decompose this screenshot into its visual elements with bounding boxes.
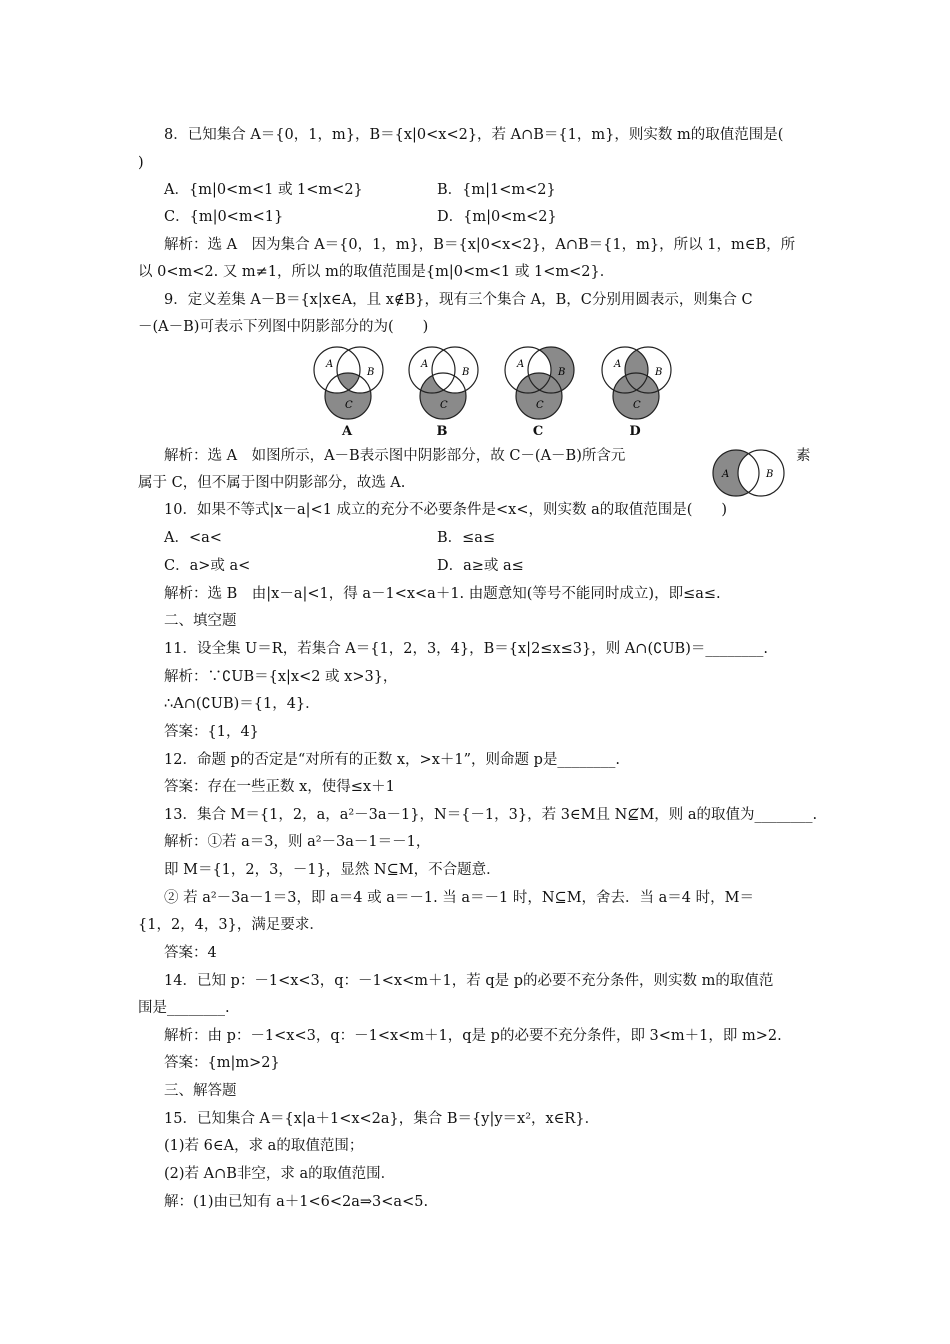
inline-label-a: A <box>722 469 730 480</box>
q13-answer: 答案：4 <box>164 945 217 961</box>
venn-a-label-a: A <box>326 359 334 370</box>
venn-c-label-a: A <box>517 359 525 370</box>
q14-stem-line1: 14．已知 p：－1<x<3，q：－1<x<m＋1，若 q是 p的必要不充分条件，则实数 m的取值范 <box>164 973 774 989</box>
q15-stem: 15．已知集合 A＝{x|a＋1<x<2a}，集合 B＝{y|y＝x²，x∈R}． <box>164 1111 600 1127</box>
q10-solution: 解析：选 B 由|x－a|<1，得 a－1<x<a＋1. 由题意知(等号不能同时成立)，即≤a≤. <box>164 586 721 602</box>
q10-option-b: B．≤a≤ <box>437 530 496 546</box>
q8-stem-line2: ) <box>138 155 144 171</box>
q14-stem-line2: 围是________. <box>138 1000 230 1016</box>
q13-solution-line1: 解析：①若 a＝3，则 a²－3a－1＝－1， <box>164 834 431 850</box>
q13-solution-line3: ② 若 a²－3a－1＝3，即 a＝4 或 a＝－1. 当 a＝－1 时，N⊆M，舍去．当 a＝4 时，M＝ <box>164 890 754 906</box>
q13-stem: 13．集合 M＝{1，2，a，a²－3a－1}，N＝{－1，3}，若 3∈M且 N⊈M，则 a的取值为________. <box>164 807 818 823</box>
q8-stem-line1: 8．已知集合 A＝{0，1，m}，B＝{x|0<x<2}，若 A∩B＝{1，m}，则实数 m的取值范围是( <box>164 127 784 143</box>
q11-solution-line2: ∴A∩(∁UB)＝{1，4}． <box>164 696 320 712</box>
q8-option-a: A．{m|0<m<1 或 1<m<2} <box>164 182 363 198</box>
q9-solution-tail: 素 <box>796 448 811 464</box>
venn-option-d <box>600 345 676 425</box>
q14-solution: 解析：由 p：－1<x<3，q：－1<x<m＋1，q是 p的必要不充分条件，即 3<m＋1，即 m>2. <box>164 1028 782 1044</box>
venn-caption-d: D <box>629 424 641 439</box>
q11-stem: 11．设全集 U＝R，若集合 A＝{1，2，3，4}，B＝{x|2≤x≤3}，则 A∩(∁UB)＝________. <box>164 641 768 657</box>
venn-b-label-a: A <box>421 359 429 370</box>
venn-caption-b: B <box>436 424 448 439</box>
q8-option-b: B．{m|1<m<2} <box>437 182 556 198</box>
venn-d-label-b: B <box>655 367 663 378</box>
q9-solution-line1: 解析：选 A 如图所示，A－B表示图中阴影部分，故 C－(A－B)所含元 <box>164 448 626 464</box>
section-solution-heading: 三、解答题 <box>164 1083 237 1099</box>
q15-solution: 解：(1)由已知有 a＋1<6<2a⇒3<a<5. <box>164 1194 429 1210</box>
q8-option-c: C．{m|0<m<1} <box>164 209 284 225</box>
q13-solution-line4: {1，2，4，3}，满足要求． <box>138 917 324 933</box>
q14-answer: 答案：{m|m>2} <box>164 1055 280 1071</box>
venn-caption-a: A <box>341 424 353 439</box>
venn-b-label-b: B <box>462 367 470 378</box>
venn-a-label-b: B <box>367 367 375 378</box>
q12-stem: 12．命题 p的否定是“对所有的正数 x，>x＋1”，则命题 p是________. <box>164 752 621 768</box>
q10-option-c: C．a>或 a< <box>164 558 251 574</box>
venn-option-c <box>503 345 579 425</box>
q9-stem-line1: 9．定义差集 A－B＝{x|x∈A，且 x∉B}，现有三个集合 A，B，C分别用圆表示，则集合 C <box>164 292 753 308</box>
venn-d-label-a: A <box>614 359 622 370</box>
q10-stem: 10．如果不等式|x－a|<1 成立的充分不必要条件是<x<，则实数 a的取值范围是( ) <box>164 502 728 518</box>
venn-option-b <box>407 345 483 425</box>
venn-c-label-b: B <box>558 367 566 378</box>
venn-a-label-c: C <box>345 400 353 411</box>
q9-stem-line2: －(A－B)可表示下列图中阴影部分的为( ) <box>138 319 429 335</box>
q8-solution-line1: 解析：选 A 因为集合 A＝{0，1，m}，B＝{x|0<x<2}，A∩B＝{1，m}，所以 1，m∈B，所 <box>164 237 796 253</box>
q13-solution-line2: 即 M＝{1，2，3，－1}，显然 N⊆M，不合题意． <box>164 862 501 878</box>
q10-option-d: D．a≥或 a≤ <box>437 558 524 574</box>
section-fill-in-heading: 二、填空题 <box>164 613 237 629</box>
q11-solution-line1: 解析：∵∁UB＝{x|x<2 或 x>3}， <box>164 669 398 685</box>
q15-part1: (1)若 6∈A，求 a的取值范围； <box>164 1138 364 1154</box>
inline-label-b: B <box>766 469 774 480</box>
venn-inline-figure <box>708 448 788 498</box>
q8-option-d: D．{m|0<m<2} <box>437 209 557 225</box>
venn-d-label-c: C <box>633 400 641 411</box>
q8-solution-line2: 以 0<m<2. 又 m≠1，所以 m的取值范围是{m|0<m<1 或 1<m<2}． <box>138 264 615 280</box>
venn-c-label-c: C <box>536 400 544 411</box>
q12-answer: 答案：存在一些正数 x，使得≤x＋1 <box>164 779 395 795</box>
q15-part2: (2)若 A∩B非空，求 a的取值范围． <box>164 1166 396 1182</box>
q9-solution-line2: 属于 C，但不属于图中阴影部分，故选 A. <box>138 475 406 491</box>
q10-option-a: A．<a< <box>164 530 222 546</box>
venn-option-a <box>312 345 388 425</box>
venn-caption-c: C <box>532 424 544 439</box>
q11-answer: 答案：{1，4} <box>164 724 259 740</box>
venn-b-label-c: C <box>440 400 448 411</box>
